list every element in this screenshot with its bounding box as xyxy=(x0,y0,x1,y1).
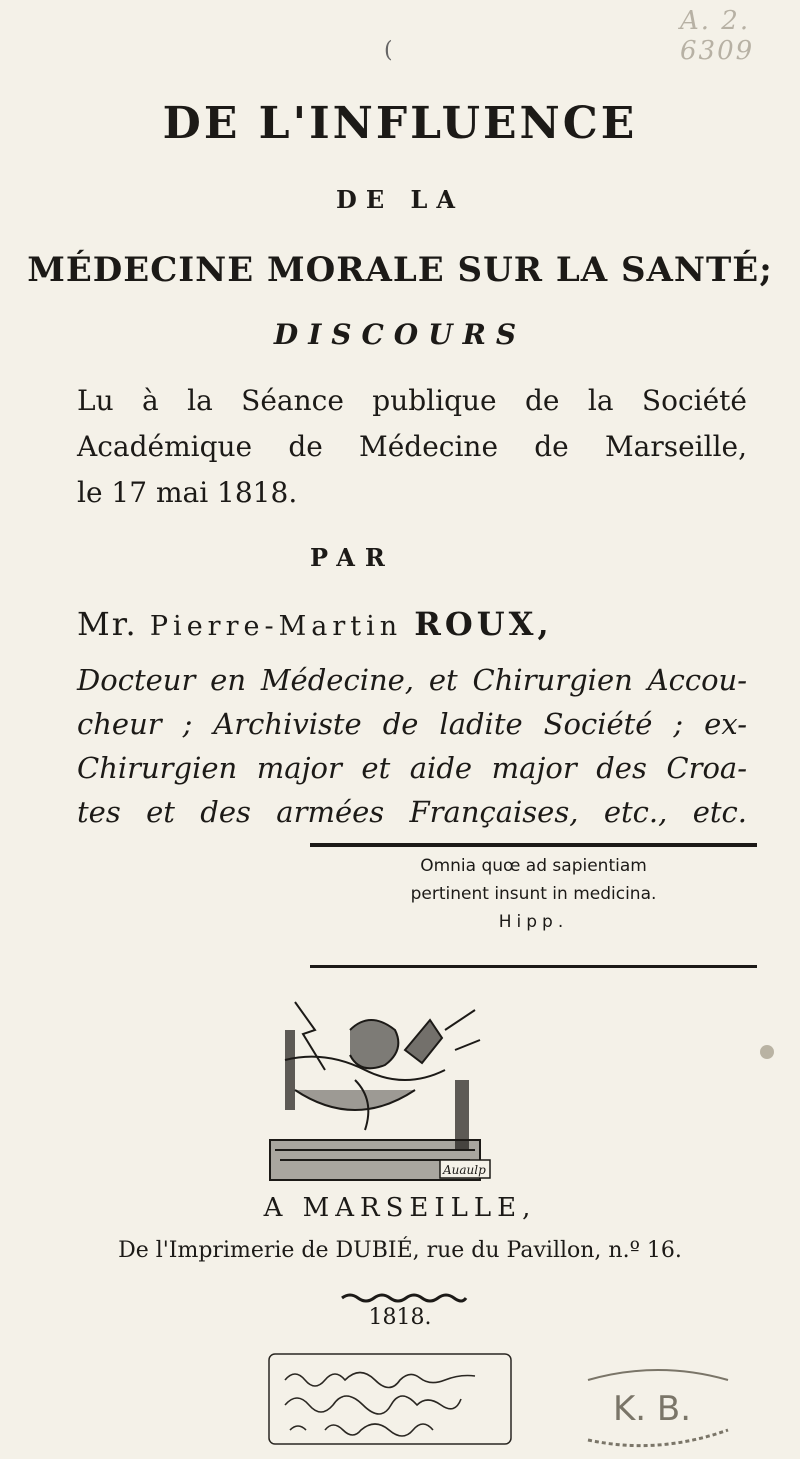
ornament-rule xyxy=(340,1290,470,1304)
stamp-seal-icon xyxy=(578,1360,738,1450)
title-line-1: DE L'INFLUENCE xyxy=(162,98,638,149)
subtitle xyxy=(77,378,747,516)
subtitle-line-3: le 17 mai 1818. xyxy=(77,476,298,509)
motto-rule-top xyxy=(310,843,757,847)
motto-rule-bottom xyxy=(310,965,757,968)
qualifications-line-1: Docteur en Médecine, et Chirurgien Accou- xyxy=(77,663,747,697)
imprint-printer: De l'Imprimerie de DUBIÉ, rue du Pavillon, n.º 16. xyxy=(118,1238,682,1263)
subtitle-line-1: Lu à la Séance publique de la Société xyxy=(77,384,747,417)
imprint-year: 1818. xyxy=(368,1305,432,1330)
qualifications-line-4: tes et des armées Françaises, etc., etc. xyxy=(77,795,747,829)
motto xyxy=(310,852,757,936)
motto-attribution: Hipp. xyxy=(498,912,569,932)
library-stamp xyxy=(578,1360,738,1450)
subtitle-line-2: Académique de Médecine de Marseille, xyxy=(77,430,747,463)
corner-mark: A. 2. 6309 xyxy=(680,6,755,66)
qualifications-line-2: cheur ; Archiviste de ladite Société ; ex- xyxy=(77,707,747,741)
ink-spot xyxy=(760,1045,774,1059)
author-given-name: Pierre-Martin xyxy=(149,611,403,642)
title-line-2: DE LA xyxy=(336,185,464,214)
title-line-3: MÉDECINE MORALE SUR LA SANTÉ; xyxy=(27,250,773,290)
imprint-city: A MARSEILLE, xyxy=(263,1193,537,1223)
motto-line-2: pertinent insunt in medicina. xyxy=(410,884,657,904)
printer-vignette xyxy=(255,990,535,1190)
author-prefix: Mr. xyxy=(77,605,138,643)
handwritten-inscription xyxy=(265,1350,515,1450)
par-label: PAR xyxy=(310,543,395,572)
author xyxy=(77,605,677,643)
stamp-text: K. B. xyxy=(613,1389,692,1429)
qualifications xyxy=(77,658,747,834)
motto-line-1: Omnia quœ ad sapientiam xyxy=(420,856,647,876)
title-discours: DISCOURS xyxy=(273,318,527,351)
author-surname: ROUX, xyxy=(414,605,553,643)
page-mark: ( xyxy=(384,38,393,63)
qualifications-line-3: Chirurgien major et aide major des Croa- xyxy=(77,751,747,785)
vignette-caption: Auaulp xyxy=(443,1163,486,1177)
